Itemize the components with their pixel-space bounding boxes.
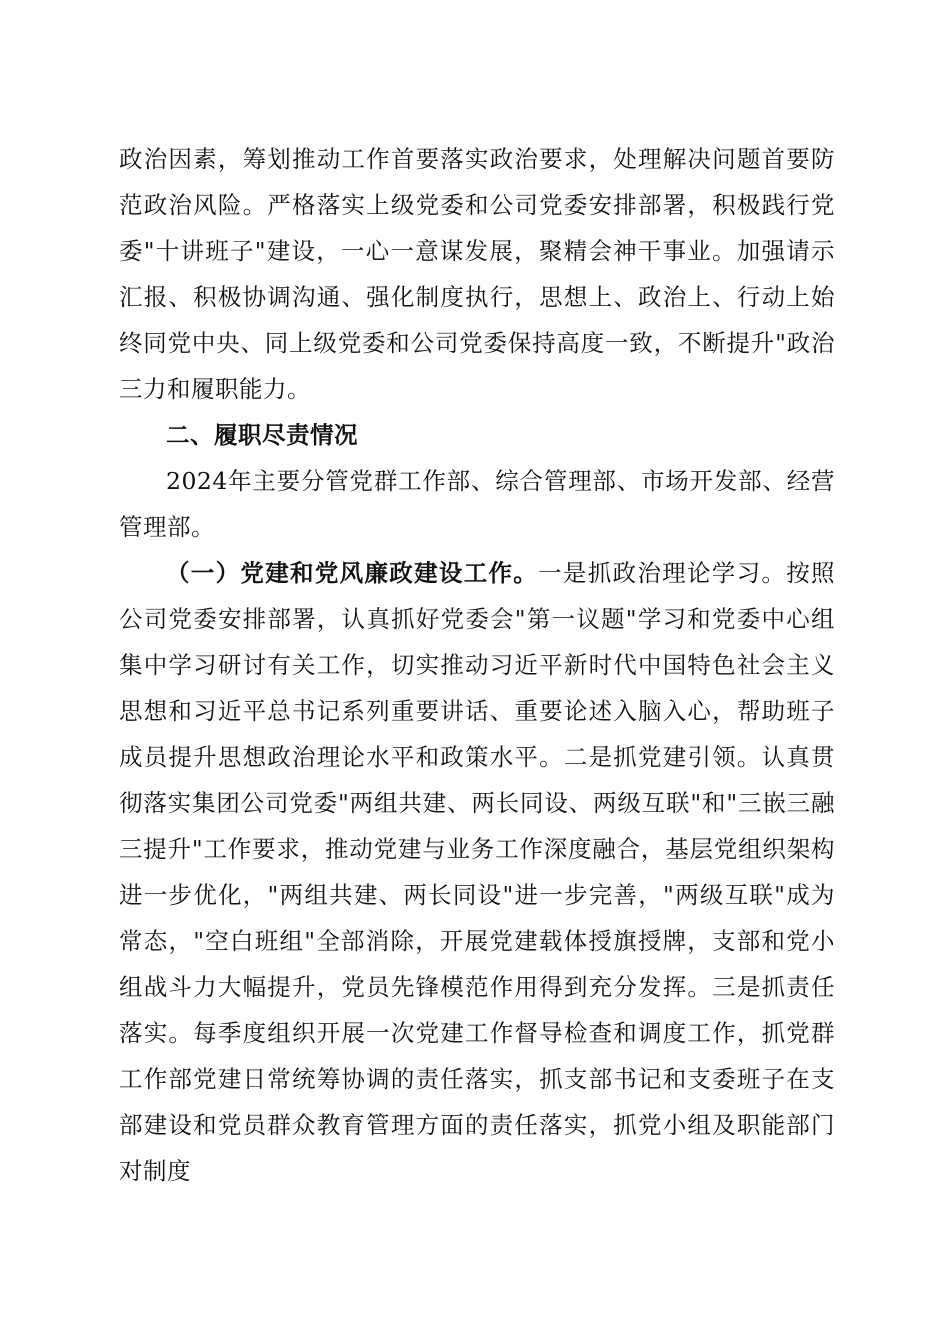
paragraph-political-factors: 政治因素，筹划推动工作首要落实政治要求，处理解决问题首要防范政治风险。严格落实上级党委和公司党委安排部署，积极践行党委"十讲班子"建设，一心一意谋发展，聚精会神干事业。加强请示汇报、积极协调沟通、强化制度执行，思想上、政治上、行动上始终同党中央、同上级党委和公司党委保持高度一致，不断提升"政治三力和履职能力。 (119, 145, 835, 403)
paragraph-party-building-body: 一是抓政治理论学习。按照公司党委安排部署，认真抓好党委会"第一议题"学习和党委中心组集中学习研讨有关工作，切实推动习近平新时代中国特色社会主义思想和习近平总书记系列重要讲话、重要论述入脑入心，帮助班子成员提升思想政治理论水平和政策水平。二是抓党建引领。认真贯彻落实集团公司党委"两组共建、两长同设、两级互联"和"三嵌三融三提升"工作要求，推动党建与业务工作深度融合，基层党组织架构进一步优化，"两组共建、两长同设"进一步完善，"两级互联"成为常态，"空白班组"全部消除，开展党建载体授旗授牌，支部和党小组战斗力大幅提升，党员先锋模范作用得到充分发挥。三是抓责任落实。每季度组织开展一次党建工作督导检查和调度工作，抓党群工作部党建日常统筹协调的责任落实，抓支部书记和支委班子在支部建设和党员群众教育管理方面的责任落实，抓党小组及职能部门对制度 (119, 559, 836, 1185)
section-heading-duties: 二、履职尽责情况 (166, 421, 358, 449)
subsection-heading-party-building: （一）党建和党风廉政建设工作。 (166, 559, 539, 587)
paragraph-party-building (119, 550, 835, 1194)
paragraph-responsibilities-2024: 2024年主要分管党群工作部、综合管理部、市场开发部、经营管理部。 (119, 467, 835, 541)
body-text (119, 136, 835, 1194)
